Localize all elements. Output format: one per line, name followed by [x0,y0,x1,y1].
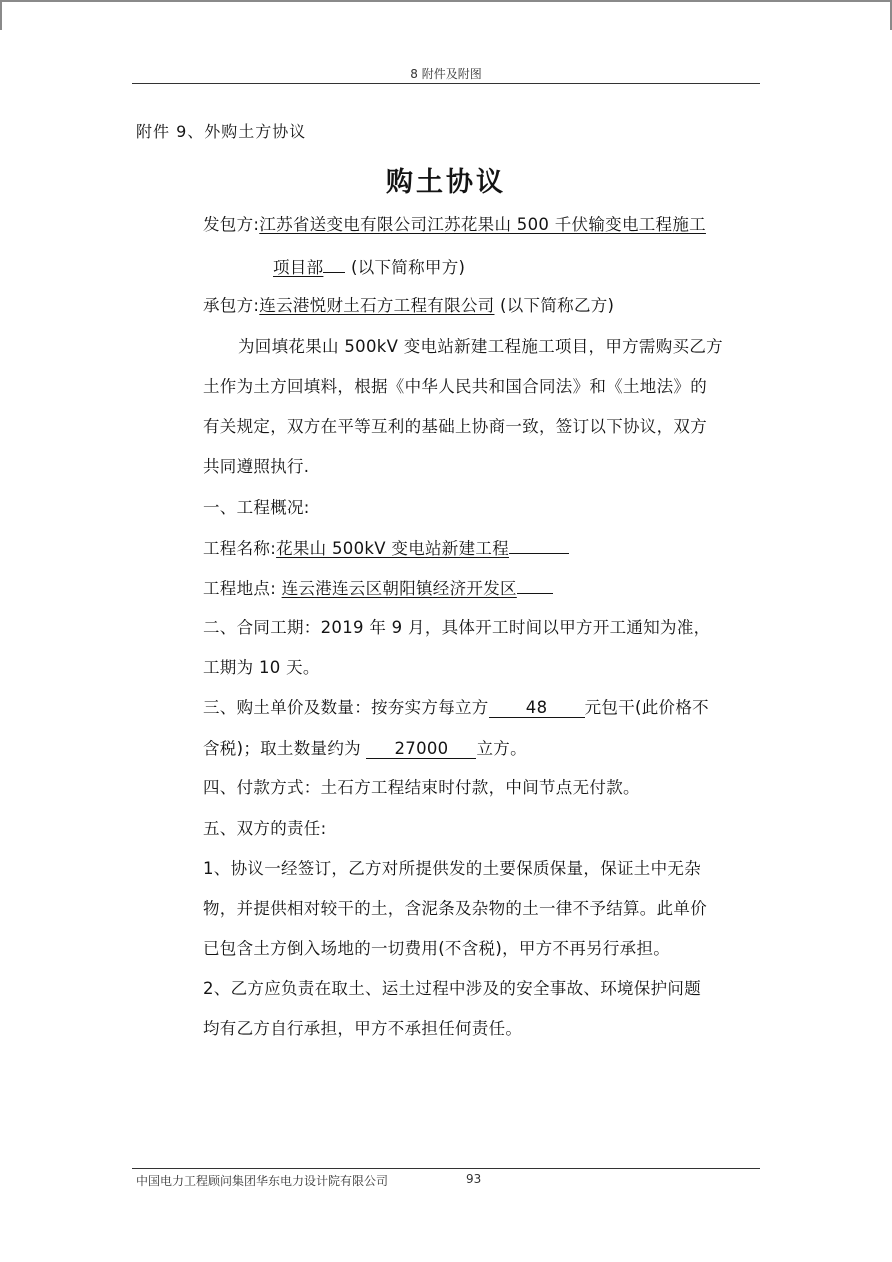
party-b-suffix: (以下简称乙方) [500,296,615,315]
party-b-line [203,292,614,316]
project-name-line [203,535,569,559]
intro-line-1: 为回填花果山 500kV 变电站新建工程施工项目，甲方需购买乙方 [238,337,723,356]
section2-line-1: 二、合同工期：2019 年 9 月，具体开工时间以甲方开工通知为准， [203,618,711,637]
party-a-line [203,211,706,235]
intro-line-2: 土作为土方回填料，根据《中华人民共和国合同法》和《土地法》的 [203,377,707,396]
section3-line-1 [203,694,709,718]
project-name-label: 工程名称: [203,539,277,558]
page-number: 93 [466,1172,482,1186]
page-border-left [0,0,2,30]
price-prefix: 三、购土单价及数量：按夯实方每立方 [203,698,489,717]
item1-line-3: 已包含土方倒入场地的一切费用(不含税)，甲方不再另行承担。 [203,939,671,958]
project-location-line [203,575,553,599]
intro-line-4: 共同遵照执行. [203,457,310,476]
item1-line-2: 物，并提供相对较干的土，含泥条及杂物的土一律不予结算。此单价 [203,899,707,918]
quantity-suffix: 立方。 [476,739,527,758]
footer-company: 中国电力工程顾问集团华东电力设计院有限公司 [136,1174,389,1188]
section2-line-2: 工期为 10 天。 [203,658,320,677]
section4-text: 四、付款方式：土石方工程结束时付款，中间节点无付款。 [203,778,640,797]
item2-line-1: 2、乙方应负责在取土、运土过程中涉及的安全事故、环境保护问题 [203,979,701,998]
item1-line-1: 1、协议一经签订，乙方对所提供发的土要保质保量，保证土中无杂 [203,859,701,878]
section3-line-2 [203,735,527,759]
page-border-top [0,0,892,2]
project-name-value: 花果山 500kV 变电站新建工程 [276,539,509,558]
party-a-name-cont: 项目部 [273,258,324,277]
section5-heading: 五、双方的责任: [203,819,327,838]
attachment-title: 附件 9、外购土方协议 [136,122,307,141]
party-a-label: 发包方: [203,215,260,234]
project-location-blank [517,593,553,594]
quantity-value: 27000 [366,740,476,759]
party-b-label: 承包方: [203,296,260,315]
document-title: 购土协议 [386,167,506,198]
party-a-blank [323,272,345,273]
quantity-prefix: 含税)；取土数量约为 [203,739,361,758]
party-a-suffix: (以下简称甲方) [350,258,466,277]
price-suffix: 元包干(此价格不 [584,698,709,717]
project-location-value: 连云港连云区朝阳镇经济开发区 [281,579,517,598]
section1-heading: 一、工程概况: [203,498,310,517]
item2-line-2: 均有乙方自行承担，甲方不承担任何责任。 [203,1019,523,1038]
party-a-name: 江苏省送变电有限公司江苏花果山 500 千伏输变电工程施工 [259,215,706,234]
price-value: 48 [489,699,585,718]
header-divider [132,83,760,84]
intro-line-3: 有关规定，双方在平等互利的基础上协商一致，签订以下协议，双方 [203,417,707,436]
project-name-blank [509,553,569,554]
footer-divider [132,1168,760,1169]
party-a-line-2 [273,254,465,278]
party-b-name: 连云港悦财土石方工程有限公司 [259,296,495,315]
project-location-label: 工程地点: [203,579,277,598]
page-header: 8 附件及附图 [410,67,482,81]
